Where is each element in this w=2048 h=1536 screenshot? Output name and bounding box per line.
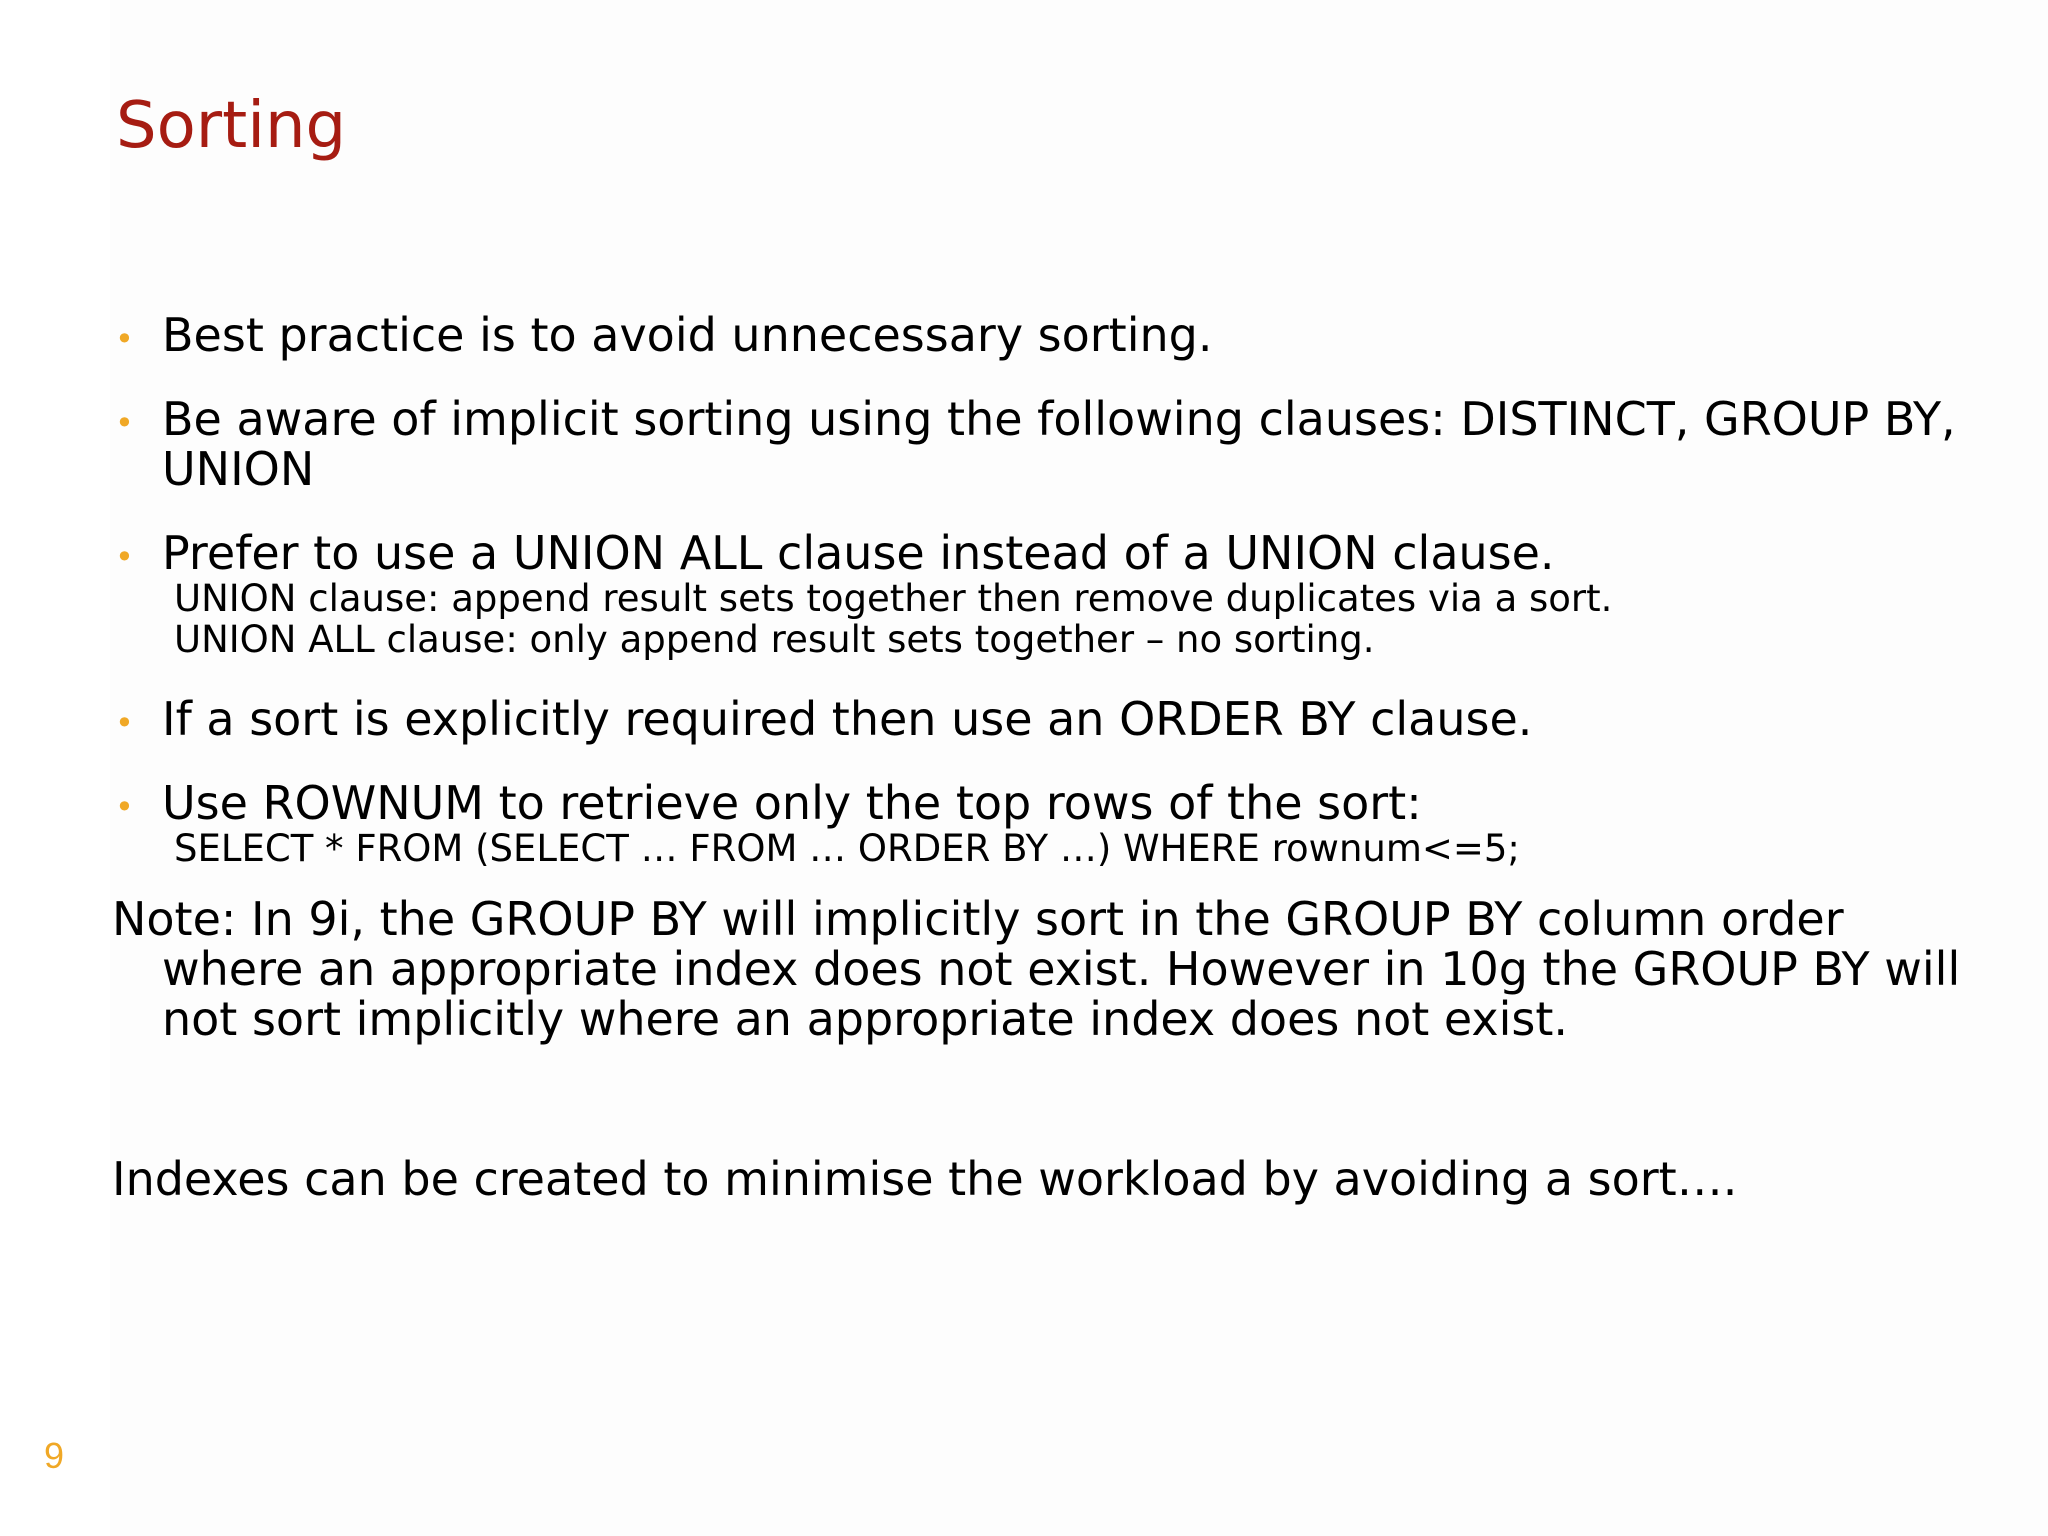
bullet-dot-icon: • bbox=[115, 404, 134, 442]
bullet-text: If a sort is explicitly required then use an ORDER BY clause. bbox=[162, 692, 1533, 746]
page-number: 9 bbox=[44, 1435, 65, 1476]
note-line: not sort implicitly where an appropriate index does not exist. bbox=[162, 992, 1569, 1046]
bullet-text: Best practice is to avoid unnecessary sorting. bbox=[162, 308, 1213, 362]
closing-statement: Indexes can be created to minimise the workload by avoiding a sort…. bbox=[112, 1152, 1738, 1206]
bullet-text-continuation: UNION bbox=[162, 442, 315, 496]
bullet-dot-icon: • bbox=[115, 320, 134, 358]
bullet-list bbox=[112, 310, 2012, 903]
bullet-dot-icon: • bbox=[115, 704, 134, 742]
bullet-item bbox=[112, 778, 2012, 869]
bullet-text: Be aware of implicit sorting using the following clauses: DISTINCT, GROUP BY, bbox=[162, 392, 1956, 446]
bullet-text: Prefer to use a UNION ALL clause instead of a UNION clause. bbox=[162, 526, 1555, 580]
bullet-text: Use ROWNUM to retrieve only the top rows of the sort: bbox=[162, 776, 1422, 830]
bullet-item bbox=[112, 310, 2012, 360]
slide-title: Sorting bbox=[116, 89, 347, 163]
note-line: Note: In 9i, the GROUP BY will implicitly sort in the GROUP BY column order bbox=[112, 892, 1844, 946]
bullet-item bbox=[112, 694, 2012, 744]
bullet-dot-icon: • bbox=[115, 538, 134, 576]
bullet-item bbox=[112, 528, 2012, 660]
note-line: where an appropriate index does not exist. However in 10g the GROUP BY will bbox=[162, 942, 1961, 996]
bullet-item bbox=[112, 394, 2012, 494]
bullet-dot-icon: • bbox=[115, 788, 134, 826]
bullet-sub-line: UNION ALL clause: only append result sets together – no sorting. bbox=[174, 618, 1375, 661]
note-paragraph bbox=[112, 894, 2012, 1044]
bullet-sub-line: UNION clause: append result sets together then remove duplicates via a sort. bbox=[174, 577, 1613, 620]
bullet-sub-line: SELECT * FROM (SELECT … FROM … ORDER BY …) WHERE rownum<=5; bbox=[174, 827, 1520, 870]
